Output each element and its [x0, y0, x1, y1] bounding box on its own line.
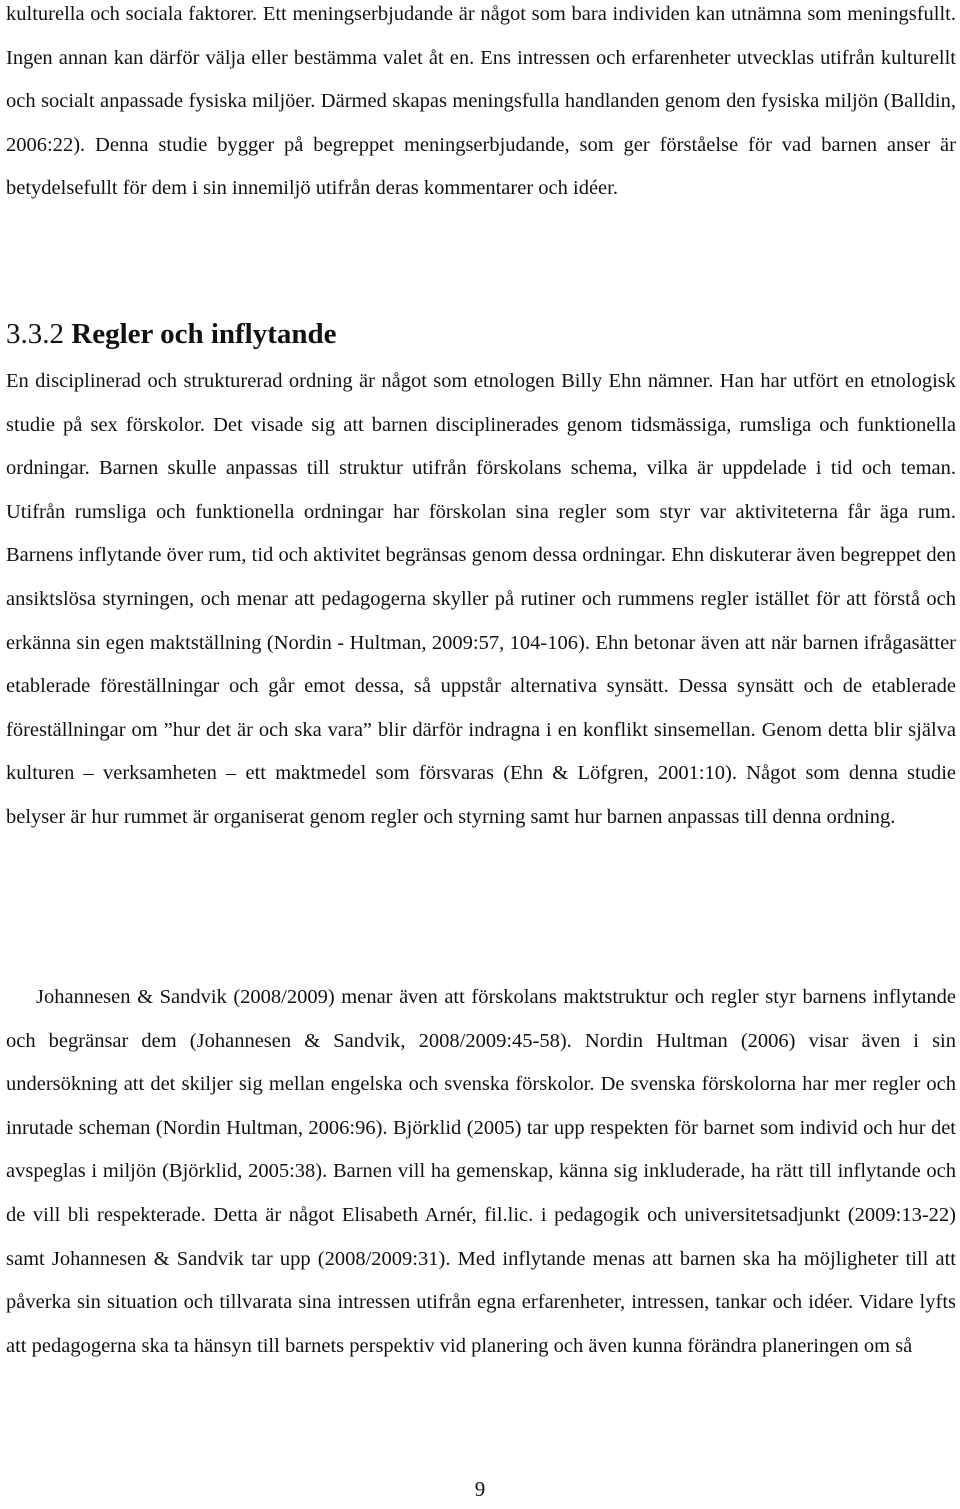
page-number: 9	[474, 1477, 486, 1501]
body-paragraph-top: kulturella och sociala faktorer. Ett meningserbjudande är något som bara individen kan utnämna som meningsfullt. Ingen annan kan därför välja eller bestämma valet åt en. Ens intressen och erfarenheter utvecklas utifrån kulturellt och socialt anpassade fysiska miljöer. Därmed skapas meningsfulla handlanden genom den fysiska miljön (Balldin, 2006:22). Denna studie bygger på begreppet meningserbjudande, som ger förståelse för vad barnen anser är betydelsefullt för dem i sin innemiljö utifrån deras kommentarer och idéer.	[6, 3, 956, 200]
section-title: Regler och inflytande	[71, 318, 337, 350]
section-heading	[6, 312, 337, 356]
body-paragraph-main: En disciplinerad och strukturerad ordning är något som etnologen Billy Ehn nämner. Han har utfört en etnologisk studie på sex förskolor. Det visade sig att barnen disciplinerades genom tidsmässiga, rumsliga och funktionella ordningar. Barnen skulle anpassas till struktur utifrån förskolans schema, vilka är uppdelade i tid och teman. Utifrån rumsliga och funktionella ordningar har förskolan sina regler som styr var aktiviteterna får äga rum. Barnens inflytande över rum, tid och aktivitet begränsas genom dessa ordningar. Ehn diskuterar även begreppet den ansiktslösa styrningen, och menar att pedagogerna skyller på rutiner och rummens regler istället för att förstå och erkänna sin egen maktställning (Nordin - Hultman, 2009:57, 104-106). Ehn betonar även att när barnen ifrågasätter etablerade föreställningar och går emot dessa, så uppstår alternativa synsätt. Dessa synsätt och de etablerade föreställningar om ”hur det är och ska vara” blir därför indragna i en konflikt sinsemellan. Genom detta blir själva kulturen – verksamheten – ett maktmedel som försvaras (Ehn & Löfgren, 2001:10). Något som denna studie belyser är hur rummet är organiserat genom regler och styrning samt hur barnen anpassas till denna ordning.	[6, 370, 956, 828]
body-paragraph-second: Johannesen & Sandvik (2008/2009) menar även att förskolans maktstruktur och regler styr barnens inflytande och begränsar dem (Johannesen & Sandvik, 2008/2009:45-58). Nordin Hultman (2006) visar även i sin undersökning att det skiljer sig mellan engelska och svenska förskolor. De svenska förskolorna har mer regler och inrutade scheman (Nordin Hultman, 2006:96). Björklid (2005) tar upp respekten för barnet som individ och hur det avspeglas i miljön (Björklid, 2005:38). Barnen vill ha gemenskap, känna sig inkluderade, ha rätt till inflytande och de vill bli respekterade. Detta är något Elisabeth Arnér, fil.lic. i pedagogik och universitetsadjunkt (2009:13-22) samt Johannesen & Sandvik tar upp (2008/2009:31). Med inflytande menas att barnen ska ha möjligheter till att påverka sin situation och tillvarata sina intressen utifrån egna erfarenheter, intressen, tankar och idéer. Vidare lyfts att pedagogerna ska ta hänsyn till barnets perspektiv vid planering och även kunna förändra planeringen om så	[6, 986, 956, 1357]
section-number: 3.3.2	[6, 318, 64, 350]
